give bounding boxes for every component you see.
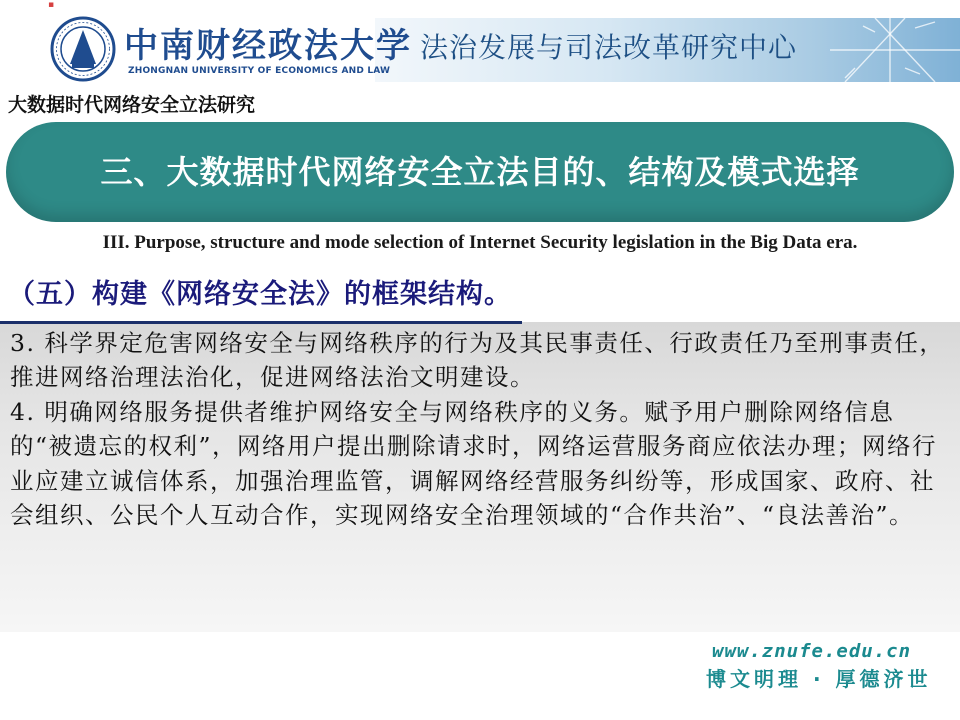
website-url: www.znufe.edu.cn bbox=[712, 640, 912, 662]
university-name-en: ZHONGNAN UNIVERSITY OF ECONOMICS AND LAW bbox=[128, 66, 391, 76]
university-seal-icon bbox=[50, 16, 116, 82]
center-name: 法治发展与司法改革研究中心 bbox=[420, 31, 798, 64]
university-motto: 博文明理 · 厚德济世 bbox=[706, 667, 932, 691]
marker: ▪ bbox=[48, 0, 55, 10]
sub-heading: （五）构建《网络安全法》的框架结构。 bbox=[8, 279, 512, 310]
topic-subtitle: 大数据时代网络安全立法研究 bbox=[8, 94, 256, 116]
content-body bbox=[10, 326, 948, 532]
university-name-cn: 中南财经政法大学 bbox=[124, 26, 412, 66]
content-divider bbox=[0, 321, 522, 324]
section-title-english: III. Purpose, structure and mode selection of Internet Security legislation in the Big Data era. bbox=[102, 232, 858, 253]
paragraph-4: 4. 明确网络服务提供者维护网络安全与网络秩序的义务。赋予用户删除网络信息的“被遗忘的权利”，网络用户提出删除请求时，网络运营服务商应依法办理；网络行业应建立诚信体系，加强治理监管，调解网络经营服务纠纷等，形成国家、政府、社会组织、公民个人互动合作，实现网络安全治理领域的“合作共治”、“良法善治”。 bbox=[10, 397, 938, 530]
section-title: 三、大数据时代网络安全立法目的、结构及模式选择 bbox=[100, 153, 860, 191]
paragraph-3: 3. 科学界定危害网络安全与网络秩序的行为及其民事责任、行政责任乃至刑事责任，推进网络治理法治化，促进网络法治文明建设。 bbox=[10, 329, 945, 392]
